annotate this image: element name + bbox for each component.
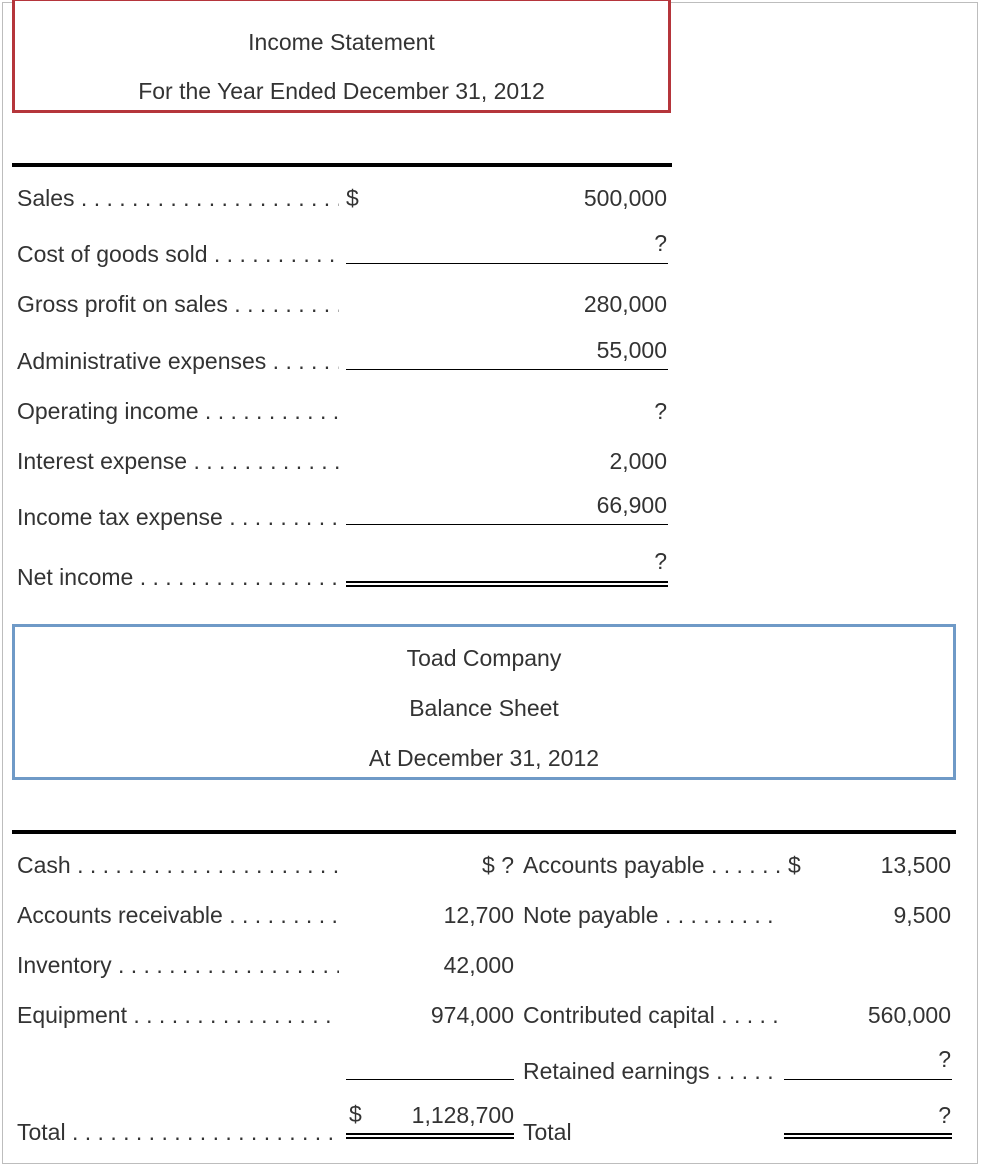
label-note-payable: Note payable . . .: [523, 901, 780, 929]
label-cash: Cash . . .: [17, 851, 339, 879]
currency-accounts-payable: $: [788, 852, 801, 878]
label-accounts-payable: Accounts payable . . .: [523, 851, 780, 879]
label-contributed-capital: Contributed capital . . .: [523, 1001, 780, 1029]
label-operating-income: Operating income . . .: [17, 397, 339, 425]
double-underline-total-assets: [346, 1133, 514, 1139]
underline-cost-of-goods-sold: [346, 263, 668, 264]
value-interest-expense: 2,000: [609, 448, 667, 474]
value-total-assets: 1,128,700: [411, 1102, 514, 1128]
income-statement-period: For the Year Ended December 31, 2012: [138, 78, 545, 104]
label-cost-of-goods-sold: Cost of goods sold . . .: [17, 240, 339, 268]
value-equipment: 974,000: [430, 1002, 514, 1028]
currency-sales: $: [346, 185, 359, 211]
value-administrative-expenses: 55,000: [596, 337, 667, 363]
underline-retained-earnings: [784, 1079, 952, 1080]
balance-sheet-date: At December 31, 2012: [368, 745, 600, 771]
double-underline-net-income: [346, 581, 668, 587]
value-retained-earnings: ?: [938, 1046, 951, 1072]
underline-administrative-expenses: [346, 369, 668, 370]
label-inventory: Inventory . . .: [17, 951, 339, 979]
value-cost-of-goods-sold: ?: [654, 230, 667, 256]
currency-total-assets: $: [349, 1101, 362, 1127]
value-inventory: 42,000: [443, 952, 514, 978]
label-total-liabilities: Total: [523, 1119, 572, 1145]
label-net-income: Net income . . .: [17, 563, 339, 591]
balance-sheet-header: [12, 624, 956, 780]
label-sales: Sales . . .: [17, 184, 339, 212]
label-administrative-expenses: Administrative expenses . . .: [17, 347, 339, 375]
label-total-assets: Total . . .: [17, 1118, 339, 1146]
value-gross-profit: 280,000: [583, 291, 667, 317]
value-net-income: ?: [654, 548, 667, 574]
label-equipment: Equipment . . .: [17, 1001, 339, 1029]
label-income-tax-expense: Income tax expense . . .: [17, 503, 339, 531]
balance-sheet-company: Toad Company: [406, 645, 562, 671]
value-sales: 500,000: [583, 185, 667, 211]
income-statement-title: Income Statement: [248, 29, 435, 55]
underline-equipment: [346, 1079, 514, 1080]
value-accounts-receivable: 12,700: [443, 902, 514, 928]
income-statement-top-rule: [12, 163, 672, 167]
value-contributed-capital: 560,000: [867, 1002, 951, 1028]
label-gross-profit: Gross profit on sales . . .: [17, 290, 339, 318]
label-accounts-receivable: Accounts receivable . . .: [17, 901, 339, 929]
balance-sheet-title: Balance Sheet: [409, 695, 559, 721]
value-operating-income: ?: [654, 398, 667, 424]
value-cash: $ ?: [482, 852, 514, 878]
value-note-payable: 9,500: [893, 902, 951, 928]
income-statement-header: [12, 0, 671, 113]
value-accounts-payable: 13,500: [880, 852, 951, 878]
label-interest-expense: Interest expense . . .: [17, 447, 339, 475]
value-income-tax-expense: 66,900: [596, 492, 667, 518]
value-total-liabilities: ?: [938, 1102, 951, 1128]
double-underline-total-liabilities: [784, 1133, 952, 1139]
underline-income-tax-expense: [346, 524, 668, 525]
label-retained-earnings: Retained earnings . . .: [523, 1057, 780, 1085]
balance-sheet-top-rule: [12, 830, 956, 834]
